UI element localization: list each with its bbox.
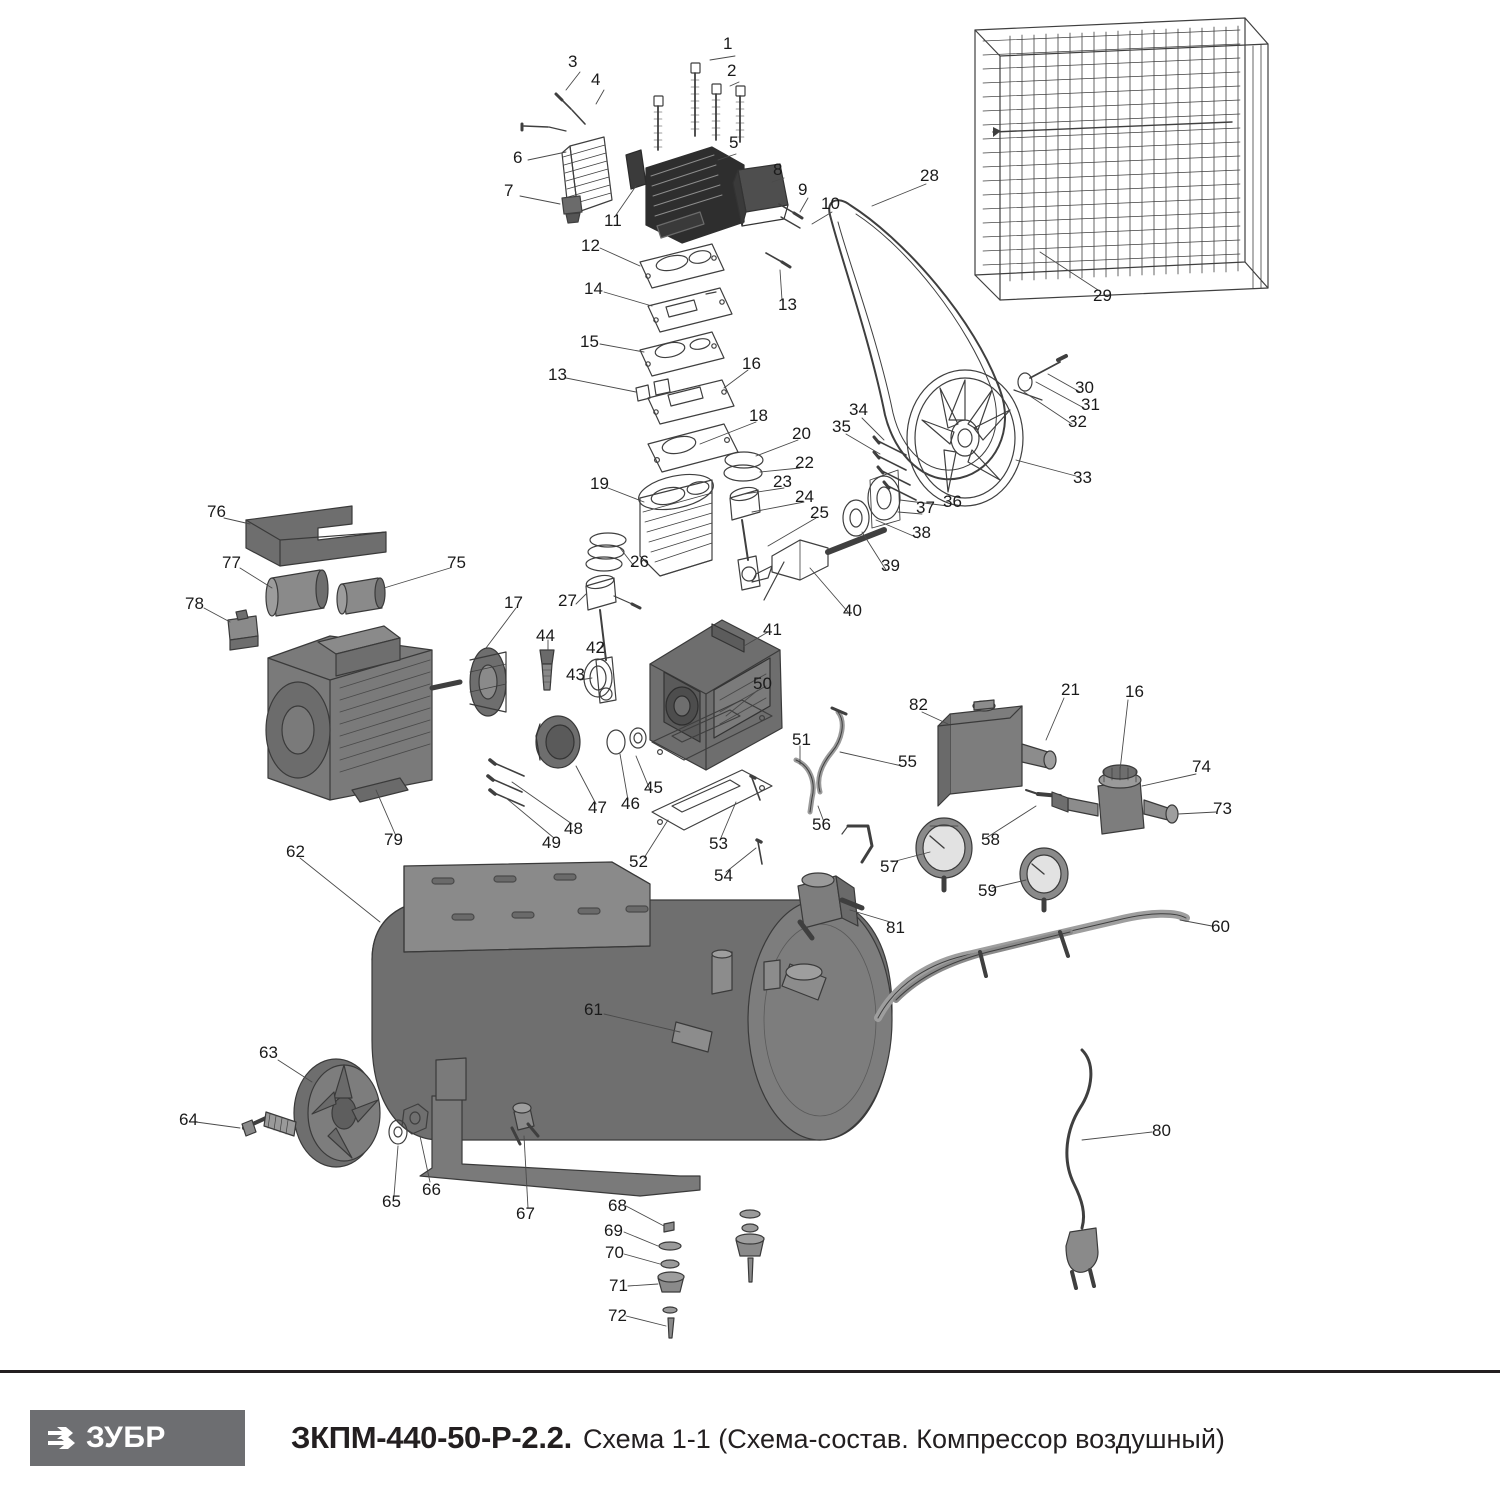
- callout-number: 53: [709, 834, 728, 853]
- part-gasket-14: [648, 288, 732, 332]
- callout-number: 57: [880, 857, 899, 876]
- callout-number: 23: [773, 472, 792, 491]
- callout-number: 43: [566, 665, 585, 684]
- callout-number: 76: [207, 502, 226, 521]
- callout-number: 72: [608, 1306, 627, 1325]
- callout-number: 15: [580, 332, 599, 351]
- part-crankcase: [650, 620, 782, 770]
- callout-number: 26: [630, 552, 649, 571]
- part-side-cover: [488, 716, 646, 806]
- part-motor-cover-76: [246, 506, 386, 566]
- callout-number: 80: [1152, 1121, 1171, 1140]
- part-gauge-59: [1020, 848, 1068, 910]
- callout-number: 79: [384, 830, 403, 849]
- callout-number: 62: [286, 842, 305, 861]
- callout-number: 29: [1093, 286, 1112, 305]
- part-valve-block: [733, 164, 802, 267]
- part-valve-plate-12: [640, 244, 724, 288]
- part-flywheel: [907, 356, 1066, 506]
- callout-number: 58: [981, 830, 1000, 849]
- callout-number: 64: [179, 1110, 198, 1129]
- callout-number: 20: [792, 424, 811, 443]
- part-reed-valves-13: [636, 379, 670, 401]
- callout-number: 28: [920, 166, 939, 185]
- callout-number: 11: [604, 211, 622, 230]
- part-cylinder-head: [646, 147, 744, 243]
- part-switch-78: [228, 610, 258, 650]
- callout-number: 82: [909, 695, 928, 714]
- callout-number: 65: [382, 1192, 401, 1211]
- callout-number: 63: [259, 1043, 278, 1062]
- part-connecting-rod: [724, 452, 763, 590]
- callout-number: 7: [504, 181, 514, 200]
- callout-number: 51: [792, 730, 811, 749]
- callout-number: 13: [778, 295, 797, 314]
- callout-number: 31: [1081, 395, 1100, 414]
- part-gauge-57: [916, 818, 972, 890]
- callout-number: 25: [810, 503, 829, 522]
- callout-number: 9: [798, 180, 808, 199]
- callout-number: 5: [729, 133, 739, 152]
- callout-number: 54: [714, 866, 733, 885]
- part-bearing: [843, 470, 900, 536]
- callout-number: 16: [1125, 682, 1144, 701]
- part-bearing-bolts: [874, 437, 916, 500]
- callout-number: 18: [749, 406, 768, 425]
- callout-number: 61: [584, 1000, 603, 1019]
- callout-number: 33: [1073, 468, 1092, 487]
- callout-number: 22: [795, 453, 814, 472]
- callout-number: 8: [773, 160, 783, 179]
- part-capacitors-77: [266, 570, 385, 616]
- brand-name: ЗУБР: [86, 1421, 166, 1454]
- callout-number: 27: [558, 591, 577, 610]
- callout-number: 42: [586, 638, 605, 657]
- callout-number: 21: [1061, 680, 1080, 699]
- callout-number: 39: [881, 556, 900, 575]
- callout-number: 66: [422, 1180, 441, 1199]
- callout-number: 3: [568, 52, 578, 71]
- brand-logo: [30, 1410, 245, 1466]
- part-handle: [878, 914, 1186, 1018]
- callout-number: 78: [185, 594, 204, 613]
- part-regulator: [1052, 765, 1178, 834]
- callout-number: 48: [564, 819, 583, 838]
- part-gasket-18: [648, 424, 738, 472]
- part-pressure-switch: [938, 700, 1060, 806]
- callout-number: 14: [584, 279, 603, 298]
- callout-number: 77: [222, 553, 241, 572]
- callout-number: 45: [644, 778, 663, 797]
- callout-number: 40: [843, 601, 862, 620]
- callout-number: 16: [742, 354, 761, 373]
- scheme-description: Схема 1-1 (Схема-состав. Компрессор воздушный): [582, 1424, 1225, 1454]
- callout-number: 75: [447, 553, 466, 572]
- part-hose-55: [819, 708, 846, 792]
- title-block-footer: [0, 1370, 1500, 1503]
- callout-number: 70: [605, 1243, 624, 1262]
- callout-number: 19: [590, 474, 609, 493]
- callout-number: 10: [821, 194, 840, 213]
- part-plate-15: [640, 332, 724, 376]
- callout-number: 2: [727, 61, 737, 80]
- callout-number: 71: [609, 1276, 628, 1295]
- callout-number: 46: [621, 794, 640, 813]
- callout-number: 49: [542, 833, 561, 852]
- callout-number: 35: [832, 417, 851, 436]
- callout-number: 73: [1213, 799, 1232, 818]
- callout-number: 68: [608, 1196, 627, 1215]
- callout-number: 30: [1075, 378, 1094, 397]
- callout-number: 60: [1211, 917, 1230, 936]
- part-piston-rings: [586, 533, 626, 571]
- callout-number: 32: [1068, 412, 1087, 431]
- callout-number: 59: [978, 881, 997, 900]
- callout-number: 55: [898, 752, 917, 771]
- part-gasket-stack: [636, 244, 738, 472]
- part-motor: [266, 626, 506, 802]
- callout-number: 81: [886, 918, 905, 937]
- callout-number: 41: [763, 620, 782, 639]
- callout-number: 74: [1192, 757, 1211, 776]
- callout-number: 13: [548, 365, 567, 384]
- callout-number: 37: [916, 498, 935, 517]
- callout-number: 47: [588, 798, 607, 817]
- callout-number: 24: [795, 487, 814, 506]
- callout-number: 12: [581, 236, 600, 255]
- part-power-cable: [1066, 1050, 1098, 1288]
- callout-number: 44: [536, 626, 555, 645]
- part-bracket: [626, 150, 646, 189]
- part-radiator: [975, 18, 1268, 300]
- model-code: ЗКПМ-440-50-Р-2.2.: [291, 1420, 572, 1455]
- callout-number: 1: [723, 34, 733, 53]
- callout-number: 56: [812, 815, 831, 834]
- part-feet-hardware: [658, 1210, 764, 1338]
- part-hose-56: [796, 760, 872, 862]
- part-oil-plug: [540, 650, 554, 690]
- part-crankshaft: [752, 530, 884, 600]
- callout-number: 69: [604, 1221, 623, 1240]
- callout-number: 17: [504, 593, 523, 612]
- callout-number: 38: [912, 523, 931, 542]
- callout-number: 50: [753, 674, 772, 693]
- arrow-right-icon: [44, 1421, 78, 1455]
- callout-number: 34: [849, 400, 868, 419]
- footer-title: [291, 1420, 1225, 1456]
- callout-number: 36: [943, 492, 962, 511]
- callout-number: 4: [591, 70, 601, 89]
- callout-number: 6: [513, 148, 523, 167]
- callout-number: 67: [516, 1204, 535, 1223]
- part-plate-16: [648, 380, 734, 424]
- callout-number: 52: [629, 852, 648, 871]
- part-head-bolts: [522, 63, 745, 150]
